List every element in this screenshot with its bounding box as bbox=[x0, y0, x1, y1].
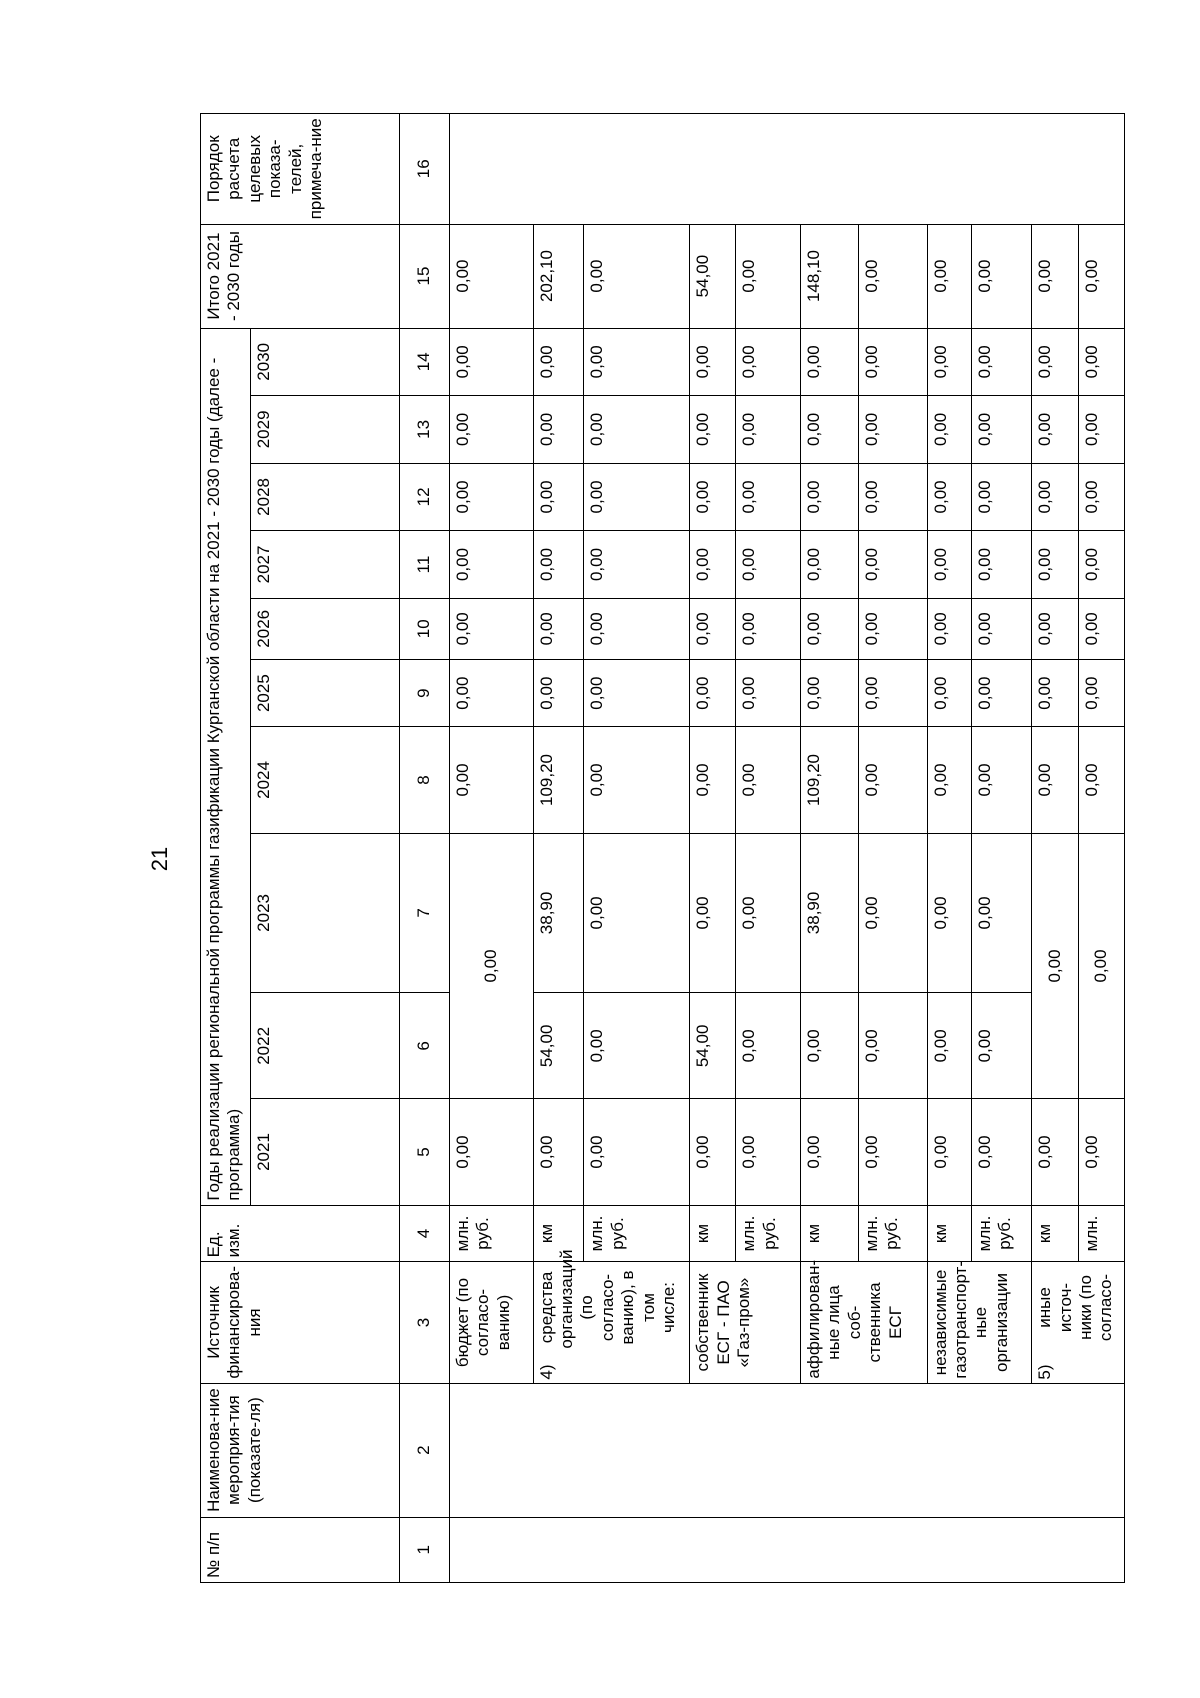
row-independent-km bbox=[927, 114, 971, 1583]
value-cell: 0,00 bbox=[736, 328, 801, 396]
value-cell: 0,00 bbox=[533, 659, 584, 727]
unit-cell: млн. bbox=[1078, 1205, 1124, 1262]
col-number: 4 bbox=[399, 1205, 449, 1262]
value-cell: 0,00 bbox=[1078, 1099, 1124, 1205]
value-cell: 0,00 bbox=[736, 993, 801, 1099]
year-2028: 2028 bbox=[251, 463, 400, 531]
total-cell: 0,00 bbox=[736, 224, 801, 328]
col-number: 7 bbox=[399, 833, 449, 993]
value-cell: 0,00 bbox=[449, 1099, 533, 1205]
unit-cell: млн. руб. bbox=[584, 1205, 690, 1262]
value-cell: 0,00 bbox=[971, 727, 1032, 833]
value-cell: 0,00 bbox=[971, 993, 1032, 1099]
value-cell: 0,00 bbox=[801, 328, 859, 396]
value-cell: 0,00 bbox=[858, 531, 927, 599]
value-cell: 0,00 bbox=[858, 659, 927, 727]
cell-number-empty bbox=[449, 1517, 1124, 1582]
source-text: иные источ-ники (по согласо- bbox=[1035, 1273, 1116, 1342]
value-cell: 0,00 bbox=[971, 659, 1032, 727]
row-affiliated-km bbox=[801, 114, 859, 1583]
header-event-name: Наименова-ние мероприя-тия (показате-ля) bbox=[201, 1383, 400, 1517]
value-cell: 0,00 bbox=[1032, 727, 1078, 833]
total-cell: 0,00 bbox=[1078, 224, 1124, 328]
page-number: 21 bbox=[147, 846, 172, 872]
value-cell: 0,00 bbox=[1032, 396, 1078, 464]
total-cell: 148,10 bbox=[801, 224, 859, 328]
value-cell: 0,00 bbox=[1078, 659, 1124, 727]
value-cell: 0,00 bbox=[533, 463, 584, 531]
value-cell: 0,00 bbox=[801, 531, 859, 599]
row-other-km bbox=[1032, 114, 1078, 1583]
total-cell: 0,00 bbox=[858, 224, 927, 328]
item-marker: 5) bbox=[1035, 1364, 1055, 1380]
value-cell: 0,00 bbox=[690, 531, 736, 599]
col-number: 3 bbox=[399, 1262, 449, 1383]
value-cell: 0,00 bbox=[927, 727, 971, 833]
year-2026: 2026 bbox=[251, 598, 400, 659]
value-cell: 0,00 bbox=[584, 833, 690, 993]
col-number: 5 bbox=[399, 1099, 449, 1205]
year-2024: 2024 bbox=[251, 727, 400, 833]
value-cell: 0,00 bbox=[690, 833, 736, 993]
source-budget: бюджет (по согласо-ванию) bbox=[449, 1262, 533, 1383]
value-cell: 0,00 bbox=[858, 727, 927, 833]
value-cell: 0,00 bbox=[927, 396, 971, 464]
value-cell: 0,00 bbox=[690, 463, 736, 531]
value-cell: 0,00 bbox=[736, 833, 801, 993]
unit-cell: млн. руб. bbox=[858, 1205, 927, 1262]
col-number: 14 bbox=[399, 328, 449, 396]
value-cell: 0,00 bbox=[533, 328, 584, 396]
value-cell: 0,00 bbox=[584, 659, 690, 727]
year-2029: 2029 bbox=[251, 396, 400, 464]
value-cell: 0,00 bbox=[801, 598, 859, 659]
value-cell: 0,00 bbox=[858, 396, 927, 464]
value-cell: 0,00 bbox=[1078, 727, 1124, 833]
source-text: средства организаций (по согласо-ванию), в том числе: bbox=[536, 1249, 678, 1349]
header-years-group: Годы реализации региональной программы газификации Курганской области на 2021 - 2030 годы (далее - программа) bbox=[201, 328, 251, 1205]
col-number: 13 bbox=[399, 396, 449, 464]
value-cell: 0,00 bbox=[736, 463, 801, 531]
value-cell: 0,00 bbox=[584, 993, 690, 1099]
value-cell: 0,00 bbox=[801, 993, 859, 1099]
year-2022: 2022 bbox=[251, 993, 400, 1099]
value-cell: 0,00 bbox=[690, 396, 736, 464]
value-cell: 0,00 bbox=[971, 328, 1032, 396]
unit-cell: км bbox=[801, 1205, 859, 1262]
col-number: 9 bbox=[399, 659, 449, 727]
source-other bbox=[1032, 1262, 1125, 1383]
value-cell: 0,00 bbox=[971, 598, 1032, 659]
value-cell: 0,00 bbox=[690, 1099, 736, 1205]
unit-cell: км bbox=[1032, 1205, 1078, 1262]
row-owner-km bbox=[690, 114, 736, 1583]
year-2027: 2027 bbox=[251, 531, 400, 599]
value-cell: 0,00 bbox=[736, 1099, 801, 1205]
value-cell: 0,00 bbox=[690, 659, 736, 727]
value-cell: 0,00 bbox=[927, 993, 971, 1099]
value-cell: 0,00 bbox=[801, 463, 859, 531]
value-cell: 0,00 bbox=[449, 396, 533, 464]
total-cell: 54,00 bbox=[690, 224, 736, 328]
value-cell-merged: 0,00 bbox=[449, 833, 533, 1099]
col-number: 10 bbox=[399, 598, 449, 659]
value-cell: 0,00 bbox=[449, 598, 533, 659]
value-cell: 109,20 bbox=[801, 727, 859, 833]
col-number: 6 bbox=[399, 993, 449, 1099]
value-cell: 0,00 bbox=[736, 531, 801, 599]
value-cell: 0,00 bbox=[449, 659, 533, 727]
header-financing-source: Источник финансирова-ния bbox=[201, 1262, 400, 1383]
value-cell: 0,00 bbox=[1032, 1099, 1078, 1205]
gasification-program-table bbox=[200, 113, 1125, 1583]
value-cell: 54,00 bbox=[533, 993, 584, 1099]
total-cell: 202,10 bbox=[533, 224, 584, 328]
value-cell: 0,00 bbox=[690, 328, 736, 396]
unit-cell: млн. руб. bbox=[971, 1205, 1032, 1262]
cell-event-empty bbox=[449, 1383, 1124, 1517]
total-cell: 0,00 bbox=[449, 224, 533, 328]
value-cell: 0,00 bbox=[449, 727, 533, 833]
value-cell: 0,00 bbox=[1078, 328, 1124, 396]
col-number: 11 bbox=[399, 531, 449, 599]
source-affiliated: аффилирован-ные лица соб-ственника ЕСГ bbox=[801, 1262, 928, 1383]
value-cell: 0,00 bbox=[736, 727, 801, 833]
value-cell: 0,00 bbox=[971, 833, 1032, 993]
unit-cell: км bbox=[927, 1205, 971, 1262]
value-cell: 0,00 bbox=[584, 328, 690, 396]
row-budget-rub bbox=[449, 114, 533, 1583]
total-cell: 0,00 bbox=[584, 224, 690, 328]
value-cell: 0,00 bbox=[584, 531, 690, 599]
source-independent: независимые газотранспорт-ные организации bbox=[927, 1262, 1032, 1383]
col-number: 15 bbox=[399, 224, 449, 328]
value-cell: 0,00 bbox=[1032, 328, 1078, 396]
value-cell: 0,00 bbox=[736, 396, 801, 464]
value-cell: 0,00 bbox=[971, 463, 1032, 531]
value-cell: 0,00 bbox=[449, 328, 533, 396]
col-number: 12 bbox=[399, 463, 449, 531]
value-cell: 0,00 bbox=[533, 1099, 584, 1205]
year-2030: 2030 bbox=[251, 328, 400, 396]
header-total: Итого 2021 - 2030 годы bbox=[201, 224, 400, 328]
header-unit: Ед. изм. bbox=[201, 1205, 400, 1262]
value-cell: 0,00 bbox=[1032, 659, 1078, 727]
value-cell: 0,00 bbox=[971, 1099, 1032, 1205]
unit-cell: км bbox=[690, 1205, 736, 1262]
value-cell: 109,20 bbox=[533, 727, 584, 833]
note-cell-empty bbox=[449, 114, 1124, 225]
value-cell: 38,90 bbox=[801, 833, 859, 993]
value-cell: 0,00 bbox=[801, 396, 859, 464]
value-cell: 0,00 bbox=[1032, 598, 1078, 659]
value-cell: 0,00 bbox=[927, 833, 971, 993]
gasification-table-sheet bbox=[200, 113, 1125, 1583]
value-cell: 0,00 bbox=[1032, 463, 1078, 531]
header-row-1 bbox=[201, 114, 251, 1583]
value-cell: 0,00 bbox=[927, 659, 971, 727]
value-cell: 0,00 bbox=[858, 1099, 927, 1205]
value-cell: 0,00 bbox=[1078, 396, 1124, 464]
value-cell: 0,00 bbox=[584, 598, 690, 659]
unit-cell: км bbox=[533, 1205, 584, 1262]
value-cell: 0,00 bbox=[927, 1099, 971, 1205]
col-number: 2 bbox=[399, 1383, 449, 1517]
value-cell: 0,00 bbox=[449, 463, 533, 531]
header-note: Порядок расчета целевых показа-телей, примеча-ние bbox=[201, 114, 400, 225]
total-cell: 0,00 bbox=[971, 224, 1032, 328]
value-cell: 0,00 bbox=[533, 531, 584, 599]
value-cell: 0,00 bbox=[1078, 598, 1124, 659]
value-cell: 0,00 bbox=[971, 531, 1032, 599]
value-cell: 0,00 bbox=[927, 531, 971, 599]
value-cell: 0,00 bbox=[584, 396, 690, 464]
value-cell: 0,00 bbox=[690, 727, 736, 833]
value-cell: 0,00 bbox=[858, 833, 927, 993]
year-2021: 2021 bbox=[251, 1099, 400, 1205]
value-cell: 0,00 bbox=[449, 531, 533, 599]
value-cell: 0,00 bbox=[858, 463, 927, 531]
col-number: 1 bbox=[399, 1517, 449, 1582]
unit-cell: млн. руб. bbox=[449, 1205, 533, 1262]
value-cell: 0,00 bbox=[801, 1099, 859, 1205]
year-2023: 2023 bbox=[251, 833, 400, 993]
unit-cell: млн. руб. bbox=[736, 1205, 801, 1262]
value-cell: 0,00 bbox=[927, 598, 971, 659]
value-cell: 38,90 bbox=[533, 833, 584, 993]
value-cell: 0,00 bbox=[584, 1099, 690, 1205]
value-cell: 54,00 bbox=[690, 993, 736, 1099]
value-cell: 0,00 bbox=[927, 463, 971, 531]
source-organizations bbox=[533, 1249, 690, 1383]
value-cell: 0,00 bbox=[927, 328, 971, 396]
value-cell: 0,00 bbox=[533, 598, 584, 659]
value-cell: 0,00 bbox=[1078, 531, 1124, 599]
column-numbers-row bbox=[399, 114, 449, 1583]
value-cell: 0,00 bbox=[736, 659, 801, 727]
value-cell: 0,00 bbox=[690, 598, 736, 659]
item-marker: 4) bbox=[536, 1364, 556, 1380]
value-cell: 0,00 bbox=[801, 659, 859, 727]
value-cell-merged: 0,00 bbox=[1032, 833, 1078, 1099]
value-cell: 0,00 bbox=[584, 463, 690, 531]
value-cell: 0,00 bbox=[1032, 531, 1078, 599]
source-owner: собственник ЕСГ - ПАО «Газ-пром» bbox=[690, 1262, 801, 1383]
value-cell-merged: 0,00 bbox=[1078, 833, 1124, 1099]
col-number: 8 bbox=[399, 727, 449, 833]
value-cell: 0,00 bbox=[1078, 463, 1124, 531]
value-cell: 0,00 bbox=[858, 598, 927, 659]
header-number: № п/п bbox=[201, 1517, 400, 1582]
value-cell: 0,00 bbox=[533, 396, 584, 464]
row-organizations-km bbox=[533, 114, 584, 1583]
value-cell: 0,00 bbox=[971, 396, 1032, 464]
total-cell: 0,00 bbox=[927, 224, 971, 328]
value-cell: 0,00 bbox=[858, 328, 927, 396]
value-cell: 0,00 bbox=[858, 993, 927, 1099]
total-cell: 0,00 bbox=[1032, 224, 1078, 328]
year-2025: 2025 bbox=[251, 659, 400, 727]
value-cell: 0,00 bbox=[736, 598, 801, 659]
col-number: 16 bbox=[399, 114, 449, 225]
value-cell: 0,00 bbox=[584, 727, 690, 833]
